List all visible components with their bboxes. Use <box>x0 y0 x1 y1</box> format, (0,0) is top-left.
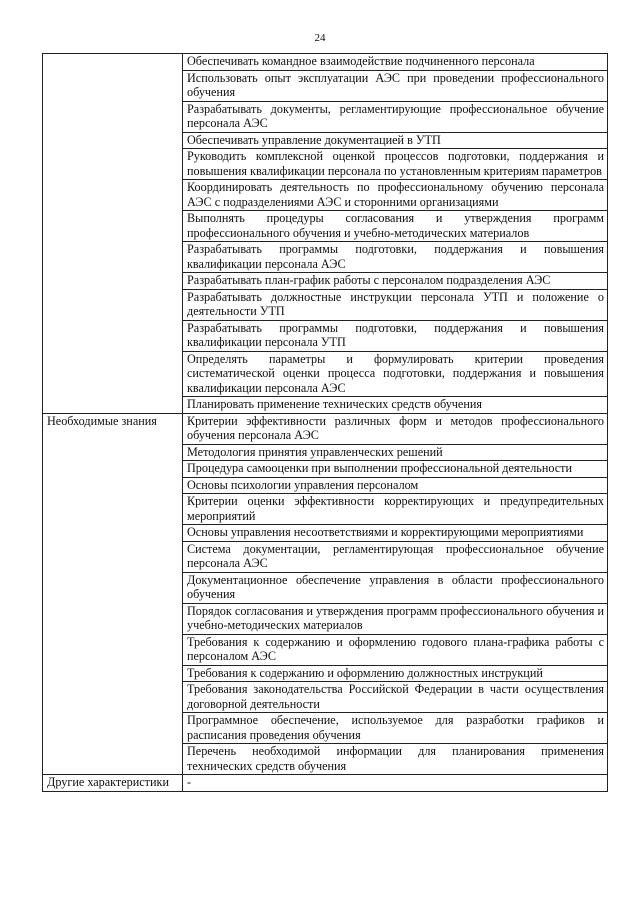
item-cell: Разрабатывать план-график работы с персоналом подразделения АЭС <box>183 273 608 290</box>
item-cell: Программное обеспечение, используемое для разработки графиков и расписания проведения обучения <box>183 713 608 744</box>
item-cell: Требования к содержанию и оформлению годового плана-графика работы с персоналом АЭС <box>183 634 608 665</box>
category-cell-other: Другие характеристики <box>43 775 183 792</box>
item-cell: Обеспечивать управление документацией в УТП <box>183 132 608 149</box>
page-number: 24 <box>314 32 326 44</box>
item-cell: Требования законодательства Российской Федерации в части осуществления договорной деятельности <box>183 682 608 713</box>
competency-table-body <box>43 54 608 792</box>
item-cell: Критерии оценки эффективности корректирующих и предупредительных мероприятий <box>183 494 608 525</box>
item-cell: Критерии эффективности различных форм и методов профессионального обучения персонала АЭС <box>183 413 608 444</box>
item-cell: Система документации, регламентирующая профессиональное обучение персонала АЭС <box>183 541 608 572</box>
item-cell: Перечень необходимой информации для планирования применения технических средств обучения <box>183 744 608 775</box>
category-cell-knowledge: Необходимые знания <box>43 413 183 775</box>
table-row <box>43 775 608 792</box>
item-cell: Процедура самооценки при выполнении профессиональной деятельности <box>183 461 608 478</box>
item-cell: Разрабатывать документы, регламентирующие профессиональное обучение персонала АЭС <box>183 101 608 132</box>
item-cell: Разрабатывать программы подготовки, поддержания и повышения квалификации персонала АЭС <box>183 242 608 273</box>
item-cell: Порядок согласования и утверждения программ профессионального обучения и учебно-методических материалов <box>183 603 608 634</box>
item-cell: Координировать деятельность по профессиональному обучению персонала АЭС с подразделениями АЭС и сторонними организациями <box>183 180 608 211</box>
category-cell-continued <box>43 54 183 414</box>
item-cell: Требования к содержанию и оформлению должностных инструкций <box>183 665 608 682</box>
item-cell: Планировать применение технических средств обучения <box>183 397 608 414</box>
item-cell: Разрабатывать должностные инструкции персонала УТП и положение о деятельности УТП <box>183 289 608 320</box>
item-cell: Использовать опыт эксплуатации АЭС при проведении профессионального обучения <box>183 70 608 101</box>
table-row <box>43 54 608 71</box>
item-cell: Обеспечивать командное взаимодействие подчиненного персонала <box>183 54 608 71</box>
table-row <box>43 413 608 444</box>
item-cell: Основы психологии управления персоналом <box>183 477 608 494</box>
item-cell: Выполнять процедуры согласования и утверждения программ профессионального обучения и учебно-методических материалов <box>183 211 608 242</box>
item-cell: - <box>183 775 608 792</box>
item-cell: Руководить комплексной оценкой процессов подготовки, поддержания и повышения квалификации персонала по установленным критериям параметров <box>183 149 608 180</box>
item-cell: Методология принятия управленческих решений <box>183 444 608 461</box>
item-cell: Разрабатывать программы подготовки, поддержания и повышения квалификации персонала УТП <box>183 320 608 351</box>
item-cell: Документационное обеспечение управления в области профессионального обучения <box>183 572 608 603</box>
competency-table <box>42 53 608 792</box>
item-cell: Основы управления несоответствиями и корректирующими мероприятиями <box>183 525 608 542</box>
item-cell: Определять параметры и формулировать критерии проведения систематической оценки процесса подготовки, поддержания и повышения квалификации персонала АЭС <box>183 351 608 397</box>
